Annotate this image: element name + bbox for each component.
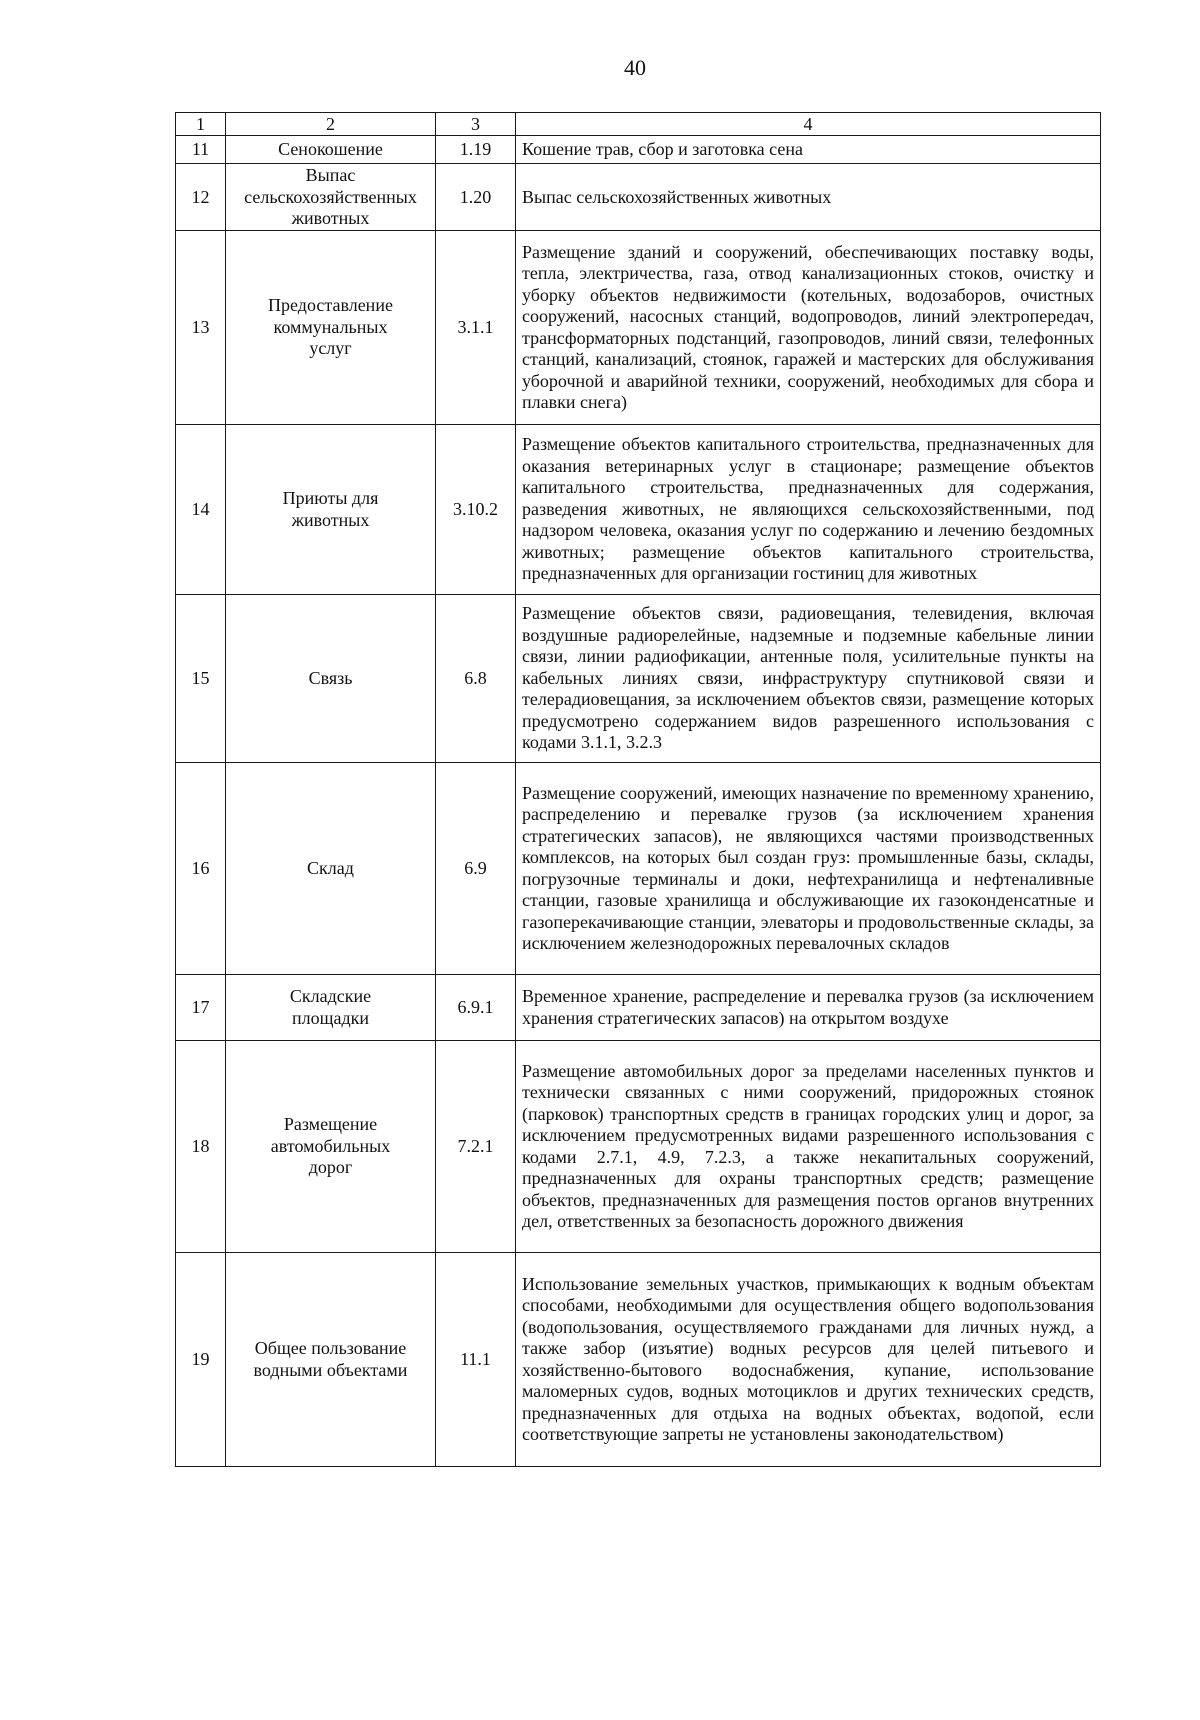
land-use-name-text: Предоставление коммунальных услуг bbox=[268, 295, 393, 359]
land-use-description: Кошение трав, сбор и заготовка сена bbox=[516, 136, 1101, 164]
land-use-code: 6.9 bbox=[436, 762, 516, 974]
row-number: 17 bbox=[176, 974, 226, 1040]
land-use-code: 11.1 bbox=[436, 1252, 516, 1466]
land-use-name-text: Складские площадки bbox=[289, 986, 372, 1028]
table-row bbox=[176, 164, 1101, 231]
land-use-name bbox=[226, 424, 436, 594]
header-cell-2: 2 bbox=[226, 113, 436, 136]
table-row bbox=[176, 1252, 1101, 1466]
land-use-name: Сенокошение bbox=[226, 136, 436, 164]
land-use-code: 1.20 bbox=[436, 164, 516, 231]
land-use-name: Связь bbox=[226, 594, 436, 762]
land-use-code: 1.19 bbox=[436, 136, 516, 164]
land-use-description: Размещение зданий и сооружений, обеспечивающих поставку воды, тепла, электричества, газа, отвод канализационных стоков, очистку и уборку объектов недвижимости (котельных, водозаборов, очистных сооружений, насосных станций, водопроводов, линий электропередач, трансформаторных подстанций, газопроводов, линий связи, телефонных станций, канализаций, стоянок, гаражей и мастерских для обслуживания уборочной и аварийной техники, сооружений, необходимых для сбора и плавки снега) bbox=[516, 230, 1101, 424]
row-number: 14 bbox=[176, 424, 226, 594]
land-use-description: Размещение сооружений, имеющих назначение по временному хранению, распределению и перевалке грузов (за исключением хранения стратегических запасов), не являющихся частями производственных комплексов, на которых был создан груз: промышленные базы, склады, погрузочные терминалы и доки, нефтехранилища и нефтеналивные станции, газовые хранилища и обслуживающие их газоконденсатные и газоперекачивающие станции, элеваторы и продовольственные склады, за исключением железнодорожных перевалочных складов bbox=[516, 762, 1101, 974]
row-number: 13 bbox=[176, 230, 226, 424]
land-use-table bbox=[175, 112, 1101, 1467]
land-use-name bbox=[226, 164, 436, 231]
land-use-name bbox=[226, 1040, 436, 1252]
land-use-code: 7.2.1 bbox=[436, 1040, 516, 1252]
row-number: 19 bbox=[176, 1252, 226, 1466]
land-use-description: Использование земельных участков, примыкающих к водным объектам способами, необходимыми для осуществления общего водопользования (водопользования, осуществляемого гражданами для личных нужд, а также забор (изъятие) водных ресурсов для целей питьевого и хозяйственно-бытового водоснабжения, купание, использование маломерных судов, водных мотоциклов и других технических средств, предназначенных для отдыха на водных объектах, водопой, если соответствующие запреты не установлены законодательством) bbox=[516, 1252, 1101, 1466]
land-use-name-text: Размещение автомобильных дорог bbox=[270, 1114, 391, 1178]
row-number: 11 bbox=[176, 136, 226, 164]
row-number: 18 bbox=[176, 1040, 226, 1252]
header-cell-1: 1 bbox=[176, 113, 226, 136]
land-use-code: 6.9.1 bbox=[436, 974, 516, 1040]
land-use-name bbox=[226, 974, 436, 1040]
table-header-row bbox=[176, 113, 1101, 136]
header-cell-3: 3 bbox=[436, 113, 516, 136]
land-use-description: Временное хранение, распределение и перевалка грузов (за исключением хранения стратегических запасов) на открытом воздухе bbox=[516, 974, 1101, 1040]
table-row bbox=[176, 594, 1101, 762]
land-use-code: 3.1.1 bbox=[436, 230, 516, 424]
table-row bbox=[176, 136, 1101, 164]
land-use-description: Выпас сельскохозяйственных животных bbox=[516, 164, 1101, 231]
table-row bbox=[176, 762, 1101, 974]
table-row bbox=[176, 1040, 1101, 1252]
land-use-name-text: Общее пользование водными объектами bbox=[253, 1338, 408, 1380]
row-number: 15 bbox=[176, 594, 226, 762]
land-use-name-text: Выпас сельскохозяйственных животных bbox=[244, 165, 417, 228]
land-use-name: Склад bbox=[226, 762, 436, 974]
land-use-name bbox=[226, 1252, 436, 1466]
land-use-name-text: Приюты для животных bbox=[282, 488, 379, 530]
row-number: 16 bbox=[176, 762, 226, 974]
table-row bbox=[176, 230, 1101, 424]
header-cell-4: 4 bbox=[516, 113, 1101, 136]
row-number: 12 bbox=[176, 164, 226, 231]
land-use-description: Размещение объектов связи, радиовещания, телевидения, включая воздушные радиорелейные, надземные и подземные кабельные линии связи, линии радиофикации, антенные поля, усилительные пункты на кабельных линиях связи, инфраструктуру спутниковой связи и телерадиовещания, за исключением объектов связи, размещение которых предусмотрено содержанием видов разрешенного использования с кодами 3.1.1, 3.2.3 bbox=[516, 594, 1101, 762]
table-row bbox=[176, 424, 1101, 594]
land-use-code: 3.10.2 bbox=[436, 424, 516, 594]
page-number: 40 bbox=[624, 55, 646, 80]
land-use-code: 6.8 bbox=[436, 594, 516, 762]
land-use-description: Размещение автомобильных дорог за пределами населенных пунктов и технически связанных с ними сооружений, придорожных стоянок (парковок) транспортных средств в границах городских улиц и дорог, за исключением предусмотренных видами разрешенного использования с кодами 2.7.1, 4.9, 7.2.3, а также некапитальных сооружений, предназначенных для охраны транспортных средств; размещение объектов, предназначенных для размещения постов органов внутренних дел, ответственных за безопасность дорожного движения bbox=[516, 1040, 1101, 1252]
land-use-name bbox=[226, 230, 436, 424]
land-use-description: Размещение объектов капитального строительства, предназначенных для оказания ветеринарных услуг в стационаре; размещение объектов капитального строительства, предназначенных для содержания, разведения животных, не являющихся сельскохозяйственными, под надзором человека, оказания услуг по содержанию и лечению бездомных животных; размещение объектов капитального строительства, предназначенных для организации гостиниц для животных bbox=[516, 424, 1101, 594]
table-row bbox=[176, 974, 1101, 1040]
